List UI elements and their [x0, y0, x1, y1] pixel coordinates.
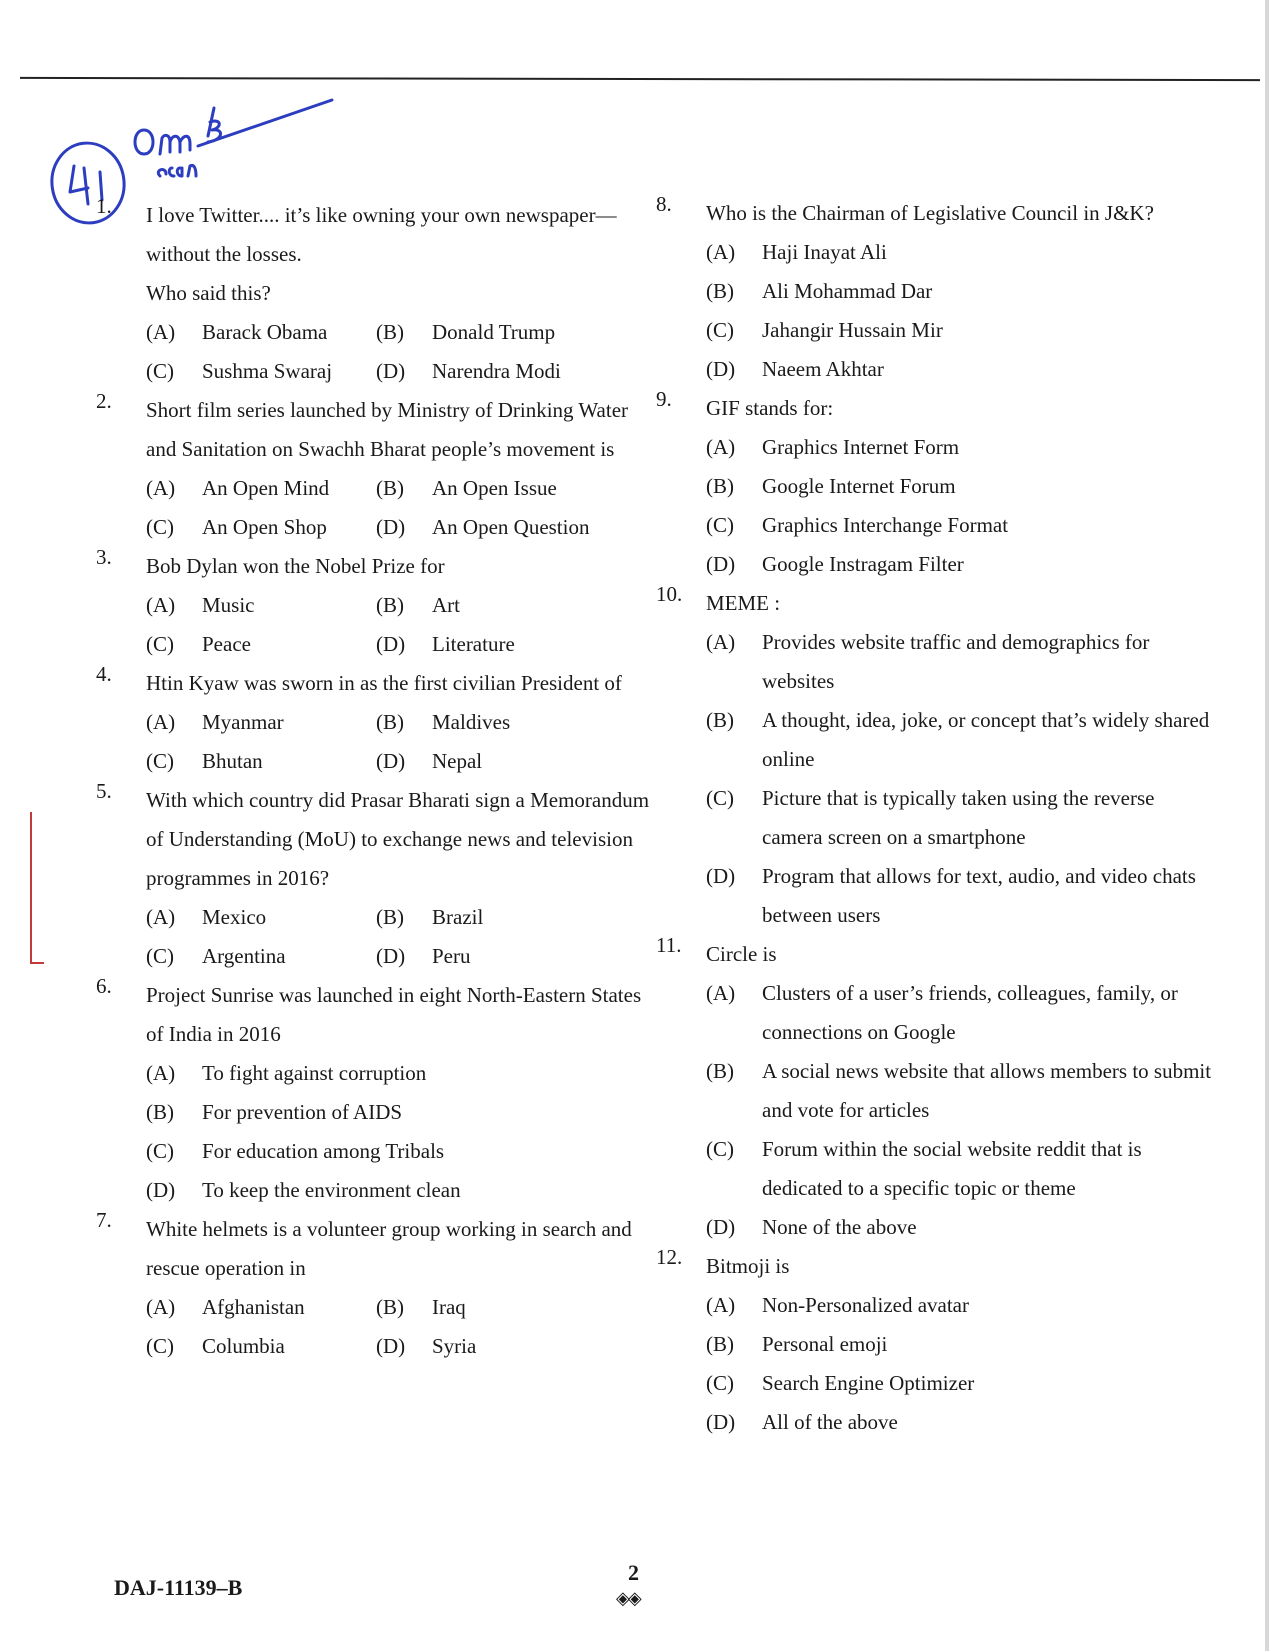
question-number: 3.: [96, 545, 112, 569]
question-text: GIF stands for:: [706, 396, 834, 420]
option-c: (C) Argentina: [146, 944, 286, 968]
option-d: (D) Nepal: [376, 749, 483, 773]
question-text: I love Twitter.... it’s like owning your own newspaper— without the losses.: [146, 203, 617, 266]
option-c: (C) An Open Shop: [146, 515, 327, 539]
question-3: [96, 547, 656, 664]
question-text: White helmets is a volunteer group working in search and rescue operation in: [146, 1217, 632, 1280]
question-subtext: Who said this?: [146, 281, 271, 305]
option-b: (B) Donald Trump: [376, 320, 556, 344]
option-c: (C) Sushma Swaraj: [146, 359, 333, 383]
question-number: 1.: [96, 194, 112, 218]
option-a: (A) Non-Personalized avatar: [706, 1293, 969, 1317]
option-a: (A) Barack Obama: [146, 320, 328, 344]
option-a: (A) Haji Inayat Ali: [706, 240, 887, 264]
option-b: (B) A thought, idea, joke, or concept that’s widely shared online: [706, 708, 1210, 771]
option-c: (C) For education among Tribals: [146, 1139, 445, 1163]
question-number: 9.: [656, 387, 672, 411]
option-a: (A) Clusters of a user’s friends, colleagues, family, or connections on Google: [706, 981, 1178, 1044]
option-a: (A) Graphics Internet Form: [706, 435, 960, 459]
question-11: [656, 935, 1216, 1247]
option-d: (D) Peru: [376, 944, 471, 968]
option-c: (C) Picture that is typically taken using the reverse camera screen on a smartphone: [706, 786, 1155, 849]
question-number: 10.: [656, 582, 683, 606]
scan-edge: [1265, 0, 1269, 1651]
option-a: (A) Myanmar: [146, 710, 284, 734]
question-number: 11.: [656, 933, 682, 957]
question-text: With which country did Prasar Bharati sign a Memorandum of Understanding (MoU) to exchange news and television programmes in 2016?: [146, 788, 650, 890]
option-d: (D) Program that allows for text, audio, and video chats between users: [706, 864, 1196, 927]
option-c: (C) Peace: [146, 632, 251, 656]
question-number: 8.: [656, 192, 672, 216]
option-a: (A) Provides website traffic and demographics for websites: [706, 630, 1150, 693]
question-4: [96, 664, 656, 781]
option-b: (B) A social news website that allows members to submit and vote for articles: [706, 1059, 1212, 1122]
question-8: [656, 194, 1216, 389]
option-b: (B) Brazil: [376, 905, 484, 929]
option-d: (D) Syria: [376, 1334, 477, 1358]
question-number: 4.: [96, 662, 112, 686]
option-d: (D) Naeem Akhtar: [706, 357, 884, 381]
option-c: (C) Bhutan: [146, 749, 263, 773]
question-7: [96, 1210, 656, 1366]
question-text: Short film series launched by Ministry of Drinking Water and Sanitation on Swachh Bharat people’s movement is: [146, 398, 629, 461]
question-text: MEME :: [706, 591, 781, 615]
option-b: (B) Personal emoji: [706, 1332, 888, 1356]
question-text: Htin Kyaw was sworn in as the first civilian President of: [146, 671, 622, 695]
question-10: [656, 584, 1216, 935]
option-d: (D) Google Instragam Filter: [706, 552, 964, 576]
option-c: (C) Forum within the social website reddit that is dedicated to a specific topic or theme: [706, 1137, 1142, 1200]
question-number: 2.: [96, 389, 112, 413]
paper-code: DAJ-11139–B: [114, 1575, 243, 1600]
option-b: (B) Google Internet Forum: [706, 474, 956, 498]
question-text: Bitmoji is: [706, 1254, 790, 1278]
option-d: (D) Literature: [376, 632, 515, 656]
option-b: (B) Iraq: [376, 1295, 466, 1319]
option-a: (A) An Open Mind: [146, 476, 330, 500]
option-a: (A) Mexico: [146, 905, 267, 929]
option-b: (B) An Open Issue: [376, 476, 557, 500]
option-b: (B) Ali Mohammad Dar: [706, 279, 933, 303]
top-rule: [20, 77, 1260, 81]
question-number: 12.: [656, 1245, 683, 1269]
question-2: [96, 391, 656, 547]
option-d: (D) To keep the environment clean: [146, 1178, 461, 1202]
option-a: (A) Afghanistan: [146, 1295, 305, 1319]
question-12: [656, 1247, 1216, 1442]
question-number: 6.: [96, 974, 112, 998]
option-a: (A) To fight against corruption: [146, 1061, 427, 1085]
option-d: (D) All of the above: [706, 1410, 898, 1434]
red-margin-mark: [30, 812, 32, 962]
question-6: [96, 976, 656, 1210]
option-c: (C) Jahangir Hussain Mir: [706, 318, 943, 342]
page-number: 2: [628, 1560, 639, 1585]
option-c: (C) Search Engine Optimizer: [706, 1371, 975, 1395]
option-c: (C) Columbia: [146, 1334, 285, 1358]
question-1: [96, 196, 656, 391]
question-text: Circle is: [706, 942, 777, 966]
right-column: [656, 192, 1216, 1442]
question-text: Project Sunrise was launched in eight North-Eastern States of India in 2016: [146, 983, 642, 1046]
option-b: (B) Maldives: [376, 710, 511, 734]
question-9: [656, 389, 1216, 584]
question-5: [96, 781, 656, 976]
question-text: Bob Dylan won the Nobel Prize for: [146, 554, 445, 578]
option-d: (D) An Open Question: [376, 515, 590, 539]
question-number: 5.: [96, 779, 112, 803]
option-d: (D) None of the above: [706, 1215, 917, 1239]
diamond-mark: ◈◈: [616, 1588, 640, 1608]
option-d: (D) Narendra Modi: [376, 359, 561, 383]
question-text: Who is the Chairman of Legislative Council in J&K?: [706, 201, 1154, 225]
option-c: (C) Graphics Interchange Format: [706, 513, 1009, 537]
question-number: 7.: [96, 1208, 112, 1232]
option-b: (B) Art: [376, 593, 460, 617]
option-a: (A) Music: [146, 593, 255, 617]
left-column: [96, 194, 656, 1366]
option-b: (B) For prevention of AIDS: [146, 1100, 403, 1124]
